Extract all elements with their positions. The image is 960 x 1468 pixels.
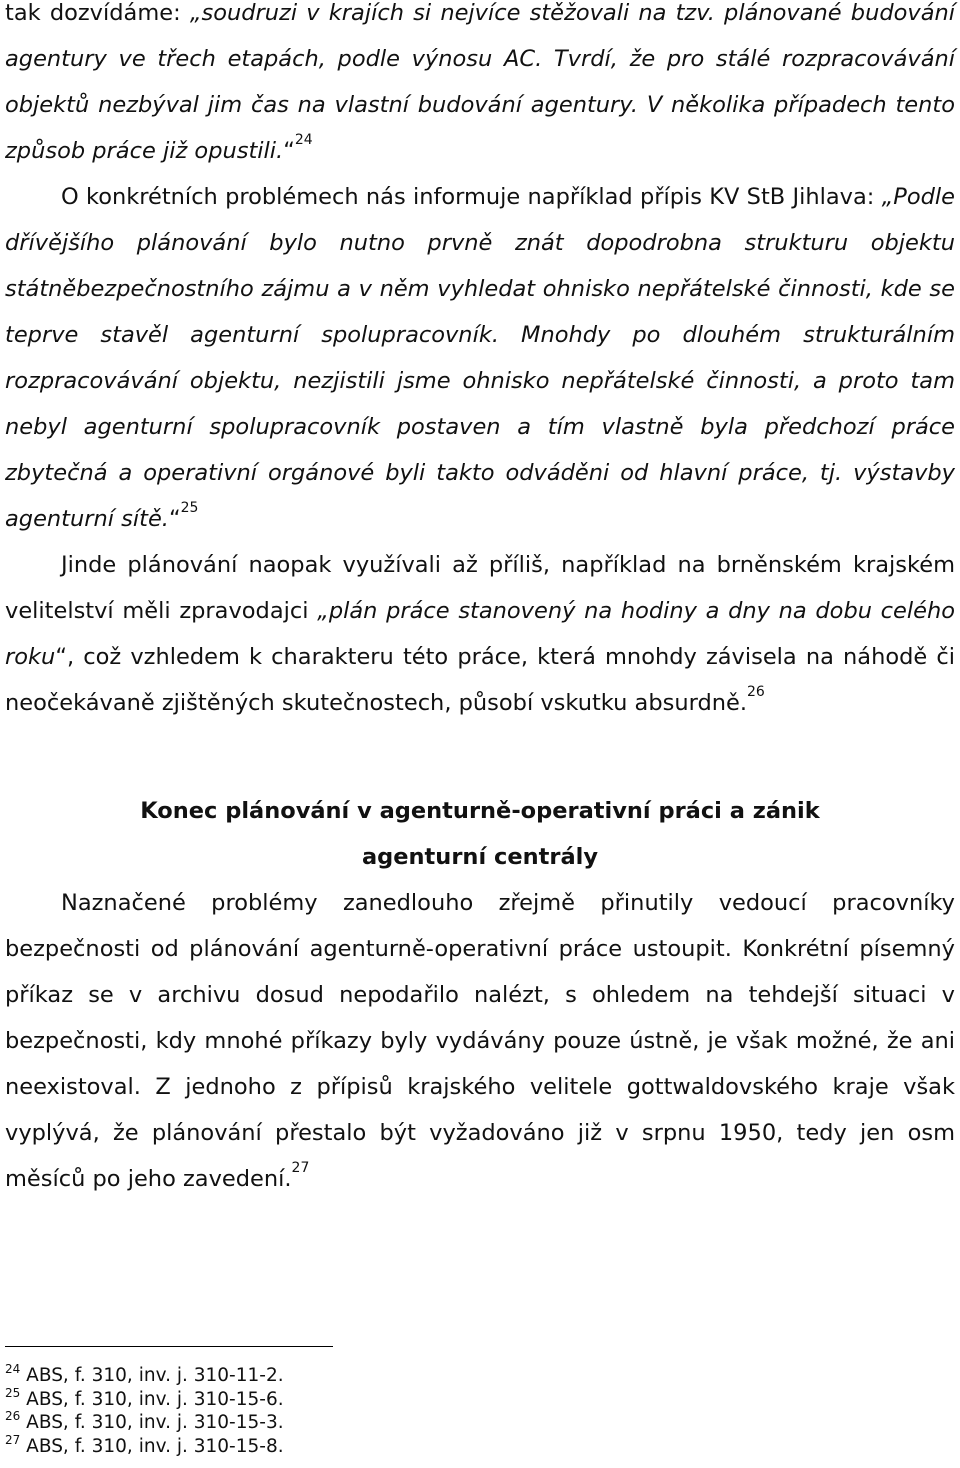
footnotes (5, 1364, 605, 1458)
paragraph-3-text: Jinde plánování naopak využívali až příliš, například na brněnském krajském velitelství měli zpravodajci (5, 552, 955, 624)
footnote-number: 27 (5, 1432, 21, 1447)
footnote-text: ABS, f. 310, inv. j. 310-15-8. (26, 1435, 284, 1457)
paragraph-1-quote: „soudruzi v krajích si nejvíce stěžovali na tzv. plánované budování agentury ve třech etapách, podle výnosu AC. Tvrdí, že pro stálé rozpracovávání objektů nezbýval jim čas na vlastní budování agentury. V několika případech tento způsob práce již opustili. (5, 0, 955, 164)
footnote-26 (5, 1411, 605, 1435)
section-heading-line-1: Konec plánování v agenturně-operativní práci a zánik (140, 798, 820, 824)
document-page (5, 0, 955, 1202)
paragraph-3-quote: „plán práce stanovený na hodiny a dny na dobu celého roku (5, 598, 955, 670)
footnote-text: ABS, f. 310, inv. j. 310-15-3. (26, 1412, 284, 1433)
footnote-ref-24[interactable]: 24 (294, 132, 313, 148)
paragraph-1 (5, 0, 955, 174)
footnote-number: 25 (5, 1385, 21, 1400)
footnote-number: 24 (5, 1362, 21, 1376)
section-heading (5, 788, 955, 880)
paragraph-4 (5, 880, 955, 1202)
paragraph-4-text: Naznačené problémy zanedlouho zřejmě přinutily vedoucí pracovníky bezpečnosti od plánování agenturně-operativní práce ustoupit. Konkrétní písemný příkaz se v archivu dosud nepodařilo nalézt, s ohledem na tehdejší situaci v bezpečnosti, kdy mnohé příkazy byly vydávány pouze ústně, je však možné, že ani neexistoval. Z jednoho z přípisů krajského velitele gottwaldovského kraje však vyplývá, že plánování přestalo být vyžadováno již v srpnu 1950, tedy jen osm měsíců po jeho zavedení. (5, 890, 955, 1192)
footnote-ref-27[interactable]: 27 (291, 1160, 310, 1176)
section-heading-line-2: agenturní centrály (361, 844, 599, 870)
footnote-24 (5, 1364, 605, 1388)
footnote-separator (5, 1346, 333, 1347)
paragraph-2-text: O konkrétních problémech nás informuje například přípis KV StB Jihlava: (61, 184, 882, 210)
footnote-27 (5, 1432, 605, 1459)
footnote-text: ABS, f. 310, inv. j. 310-15-6. (26, 1388, 284, 1410)
paragraph-2-quote: „Podle dřívějšího plánování bylo nutno prvně znát dopodrobna strukturu objektu státněbezpečnostního zájmu a v něm vyhledat ohnisko nepřátelské činnosti, kde se teprve stavěl agenturní spolupracovník. Mnohdy po dlouhém strukturálním rozpracovávání objektu, nezjistili jsme ohnisko nepřátelské činnosti, a proto tam nebyl agenturní spolupracovník postaven a tím vlastně byla předchozí práce zbytečná a operativní orgánové byli takto odváděni od hlavní práce, tj. výstavby agenturní sítě. (5, 184, 955, 532)
footnote-ref-26[interactable]: 26 (747, 684, 765, 700)
paragraph-2-quote-close: “ (168, 506, 181, 532)
footnote-ref-25[interactable]: 25 (180, 500, 199, 516)
paragraph-1-text: tak dozvídáme: (5, 0, 190, 26)
paragraph-2 (5, 174, 955, 542)
footnote-number: 26 (5, 1409, 21, 1423)
footnote-text: ABS, f. 310, inv. j. 310-11-2. (26, 1365, 284, 1386)
paragraph-3-text-end: “, což vzhledem k charakteru této práce, která mnohdy závisela na náhodě či neočekávaně zjištěných skutečnostech, působí vskutku absurdně. (5, 644, 955, 716)
paragraph-1-quote-close: “ (283, 138, 295, 164)
footnote-25 (5, 1385, 605, 1412)
paragraph-3 (5, 542, 955, 726)
